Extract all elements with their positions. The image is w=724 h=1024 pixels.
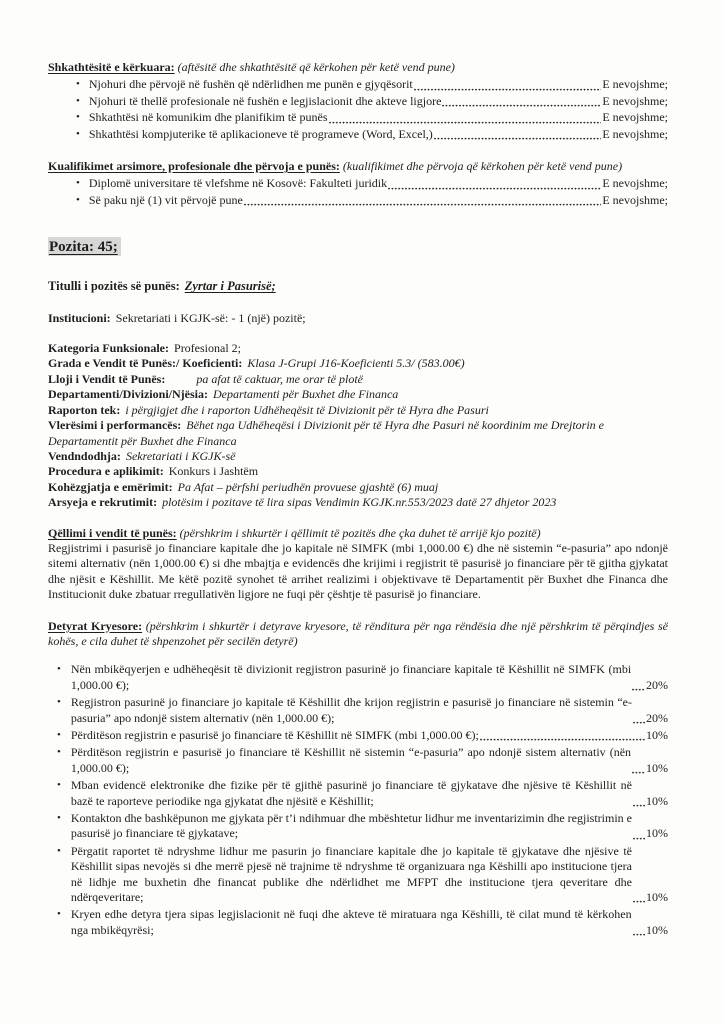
field-value: pa afat të caktuar, me orar të plotë bbox=[196, 371, 363, 386]
skill-value: E nevojshme; bbox=[602, 126, 668, 141]
bullet-icon: • bbox=[57, 729, 61, 741]
duties-heading-note: (përshkrim i shkurtër i detyrave kryesore, të rënditura për nga rëndësia dhe një përshkrim të përqindjes së kohës, e cila duhet të shpenzohet për secilën detyrë) bbox=[48, 618, 669, 648]
bullet-icon: • bbox=[76, 94, 80, 107]
bullet-icon: • bbox=[76, 78, 80, 91]
duty-percentage: 10% bbox=[646, 826, 668, 841]
dot-leader bbox=[480, 737, 645, 741]
field-value: Departamenti për Buxhet dhe Financa bbox=[212, 387, 399, 402]
dot-leader bbox=[632, 770, 645, 774]
dot-leader bbox=[633, 836, 645, 840]
field-label: Departamenti/Divizioni/Njësia: bbox=[48, 387, 208, 402]
qualification-value: E nevojshme; bbox=[602, 176, 668, 191]
duty-percentage: 10% bbox=[646, 728, 668, 742]
field-value: Pa Afat – përfshi periudhën provuese gjashtë (6) muaj bbox=[177, 479, 439, 494]
purpose-heading-note: (përshkrim i shkurtër i qëllimit të pozitës dhe çka duhet të arrijë kjo pozitë) bbox=[179, 525, 541, 540]
skills-heading-line bbox=[48, 60, 668, 75]
field-value: Profesional 2; bbox=[174, 341, 242, 356]
bullet-icon: • bbox=[57, 908, 61, 921]
duty-item bbox=[48, 778, 668, 809]
purpose-heading: Qëllimi i vendit të punës: bbox=[48, 525, 177, 540]
purpose-body: Regjistrimi i pasurisë jo financiare kapitale dhe jo kapitale në SIMFK (mbi 1,000.00 €) dhe në sistemin “e-pasuria” apo ndonjë sitemi alternativ (nën 1,000.00 €) si dhe mbajtja e evidencës dhe krijimi i regjistrit të pasurisë jo financiare për të gjitha gjykatat dhe njësit e Këshillit. Me këtë pozitë synohet të arrihet realizimi i objektivave të Departamentit për Buxhet dhe Financa dhe Institucionit duke zbatuar rregullativën ligjore ne fuqi për çështje të pasurisë jo financiare. bbox=[48, 540, 668, 602]
duty-percentage: 10% bbox=[646, 922, 668, 937]
field-label: Vendndodhja: bbox=[48, 448, 121, 463]
section-skills bbox=[48, 60, 668, 142]
bullet-icon: • bbox=[76, 111, 80, 124]
skill-text: Njohuri të thellë profesionale në fushën e legjislacionit dhe akteve ligjore bbox=[88, 93, 442, 108]
qualifications-heading: Kualifikimet arsimore, profesionale dhe përvoja e punës: bbox=[48, 159, 340, 174]
bullet-icon: • bbox=[57, 844, 61, 857]
field-value: i përgjigjet dhe i raporton Udhëheqësit të Divizionit për të Hyra dhe Pasuri bbox=[125, 402, 489, 417]
qualifications-list bbox=[48, 176, 668, 208]
field-value: plotësim i pozitave të lira sipas Vendimin KGJK.nr.553/2023 datë 27 dhjetor 2023 bbox=[162, 495, 557, 510]
field-label: Raporton tek: bbox=[48, 402, 121, 417]
skill-item bbox=[48, 77, 668, 92]
dot-leader bbox=[388, 186, 601, 190]
dot-leader bbox=[434, 136, 602, 140]
field-row bbox=[48, 449, 668, 464]
duty-text: Përditëson regjistrin e pasurisë jo financiare të Këshillit në SIMFK (mbi 1,000.00 €); bbox=[70, 728, 479, 742]
skill-item bbox=[48, 127, 668, 142]
bullet-icon: • bbox=[57, 696, 61, 709]
duty-text: Nën mbikëqyerjen e udhëheqësit të divizionit regjistron pasurinë jo financiare kapitale të Këshillit në SIMFK (mbi 1,000.00 €); bbox=[70, 662, 632, 692]
field-row bbox=[48, 418, 668, 449]
field-value: Konkurs i Jashtëm bbox=[168, 464, 259, 479]
duty-percentage: 20% bbox=[646, 710, 668, 725]
field-row bbox=[48, 464, 668, 479]
section-duties bbox=[48, 619, 668, 939]
field-value: Bëhet nga Udhëheqësi i Divizionit për të Hyra dhe Pasuri në koordinim me Drejtorin e Departamentit për Buxhet dhe Financa bbox=[48, 418, 604, 448]
field-label: Procedura e aplikimit: bbox=[48, 464, 164, 479]
position-details bbox=[48, 341, 668, 510]
duty-text: Përditëson regjistrin e pasurisë jo financiare të Këshillit në sistemin “e-pasuria” apo ndonjë sistem alternativ (nën 1,000.00 €); bbox=[70, 745, 632, 775]
institution-value: Sekretariati i KGJK-së: - 1 (një) pozitë; bbox=[115, 310, 306, 325]
position-title-row bbox=[48, 279, 668, 294]
position-number-heading: Pozita: 45; bbox=[48, 237, 121, 256]
dot-leader bbox=[633, 899, 645, 903]
duty-text: Përgatit raportet të ndryshme lidhur me pasurin jo financiare kapitale dhe jo kapitale të gjykatave dhe njësive të Këshillit sipas nevojës si dhe merrë pjesë në trajnime të ndryshme të organizuara nga Këshilli apo institucione tjera në lidhje me buxhetin dhe financat publike dhe ndërlidhet me MFPT dhe institucione tjera qeveritare dhe ndërqeveritare; bbox=[70, 843, 632, 905]
field-label: Vlerësimi i performancës: bbox=[48, 418, 182, 433]
skills-heading: Shkathtësitë e kërkuara: bbox=[48, 60, 175, 74]
duty-item bbox=[48, 662, 668, 693]
field-row bbox=[48, 356, 668, 371]
dot-leader bbox=[329, 120, 602, 124]
qualification-value: E nevojshme; bbox=[602, 192, 668, 207]
duty-item bbox=[48, 745, 668, 776]
bullet-icon: • bbox=[57, 779, 61, 792]
skill-text: Shkathtësi kompjuterike të aplikacioneve të programeve (Word, Excel,) bbox=[88, 126, 433, 141]
duty-percentage: 10% bbox=[646, 793, 668, 808]
institution-label: Institucioni: bbox=[48, 310, 111, 325]
position-title-value: Zyrtar i Pasurisë; bbox=[184, 279, 276, 294]
field-label: Arsyeja e rekrutimit: bbox=[48, 495, 158, 510]
field-row bbox=[48, 495, 668, 510]
bullet-icon: • bbox=[76, 127, 80, 140]
duty-text: Regjistron pasurinë jo financiare jo kapitale të Këshillit dhe krijon regjistrin e pasurisë jo financiare në sistemin “e-pasuria” apo ndonjë sistem alternativ (nën 1,000.00 €); bbox=[70, 695, 632, 725]
field-row bbox=[48, 387, 668, 402]
field-label: Lloji i Vendit të Punës: bbox=[48, 371, 166, 386]
skill-item bbox=[48, 110, 668, 125]
bullet-icon: • bbox=[76, 193, 80, 206]
duty-text: Kryen edhe detyra tjera sipas legjislacionit në fuqi dhe akteve të miratuara nga Këshilli, të cilat mund të kërkohen nga mbikëqyrësi; bbox=[70, 907, 632, 937]
skills-heading-note: (aftësitë dhe shkathtësitë që kërkohen për ketë vend pune) bbox=[177, 60, 455, 74]
qualification-item bbox=[48, 176, 668, 191]
duty-percentage: 20% bbox=[646, 677, 668, 692]
qualification-text: Diplomë universitare të vlefshme në Kosovë: Fakulteti juridik bbox=[88, 176, 388, 191]
skill-text: Shkathtësi në komunikim dhe planifikim të punës bbox=[88, 110, 328, 125]
dot-leader bbox=[633, 932, 645, 936]
skills-list bbox=[48, 77, 668, 142]
dot-leader bbox=[633, 720, 645, 724]
position-number-wrap bbox=[48, 237, 668, 256]
bullet-icon: • bbox=[57, 663, 61, 676]
bullet-icon: • bbox=[57, 812, 61, 825]
field-row bbox=[48, 341, 668, 356]
dot-leader bbox=[632, 687, 645, 691]
skill-value: E nevojshme; bbox=[602, 77, 668, 92]
field-label: Kohëzgjatja e emërimit: bbox=[48, 479, 173, 494]
duty-text: Kontakton dhe bashkëpunon me gjykata për t’i ndihmuar dhe mbështetur lidhur me inventarizimin dhe regjistrimin e pasurisë jo financiare të gjykatave; bbox=[70, 811, 632, 841]
duty-item bbox=[48, 811, 668, 842]
field-row bbox=[48, 372, 668, 387]
dot-leader bbox=[633, 803, 645, 807]
duty-text: Mban evidencë elektronike dhe fizike për të gjithë pasurinë jo financiare të gjykatave dhe njësive të Këshillit në bazë te raporteve periodike nga gjykatat dhe njësitë e Këshillit; bbox=[70, 778, 632, 808]
duties-heading-line bbox=[48, 619, 668, 650]
field-label: Kategoria Funksionale: bbox=[48, 341, 170, 356]
duty-item bbox=[48, 695, 668, 726]
bullet-icon: • bbox=[57, 746, 61, 759]
duty-percentage: 10% bbox=[646, 890, 668, 905]
institution-row bbox=[48, 311, 668, 326]
position-title-label: Titulli i pozitës së punës: bbox=[48, 279, 180, 294]
field-value: Klasa J-Grupi J16-Koeficienti 5.3/ (583.00€) bbox=[247, 356, 465, 371]
duty-item bbox=[48, 728, 668, 743]
bullet-icon: • bbox=[76, 177, 80, 190]
field-row bbox=[48, 480, 668, 495]
skill-text: Njohuri dhe përvojë në fushën që ndërlidhen me punën e gjyqësorit bbox=[88, 77, 413, 92]
qualification-item bbox=[48, 193, 668, 208]
field-label: Grada e Vendit të Punës:/ Koeficienti: bbox=[48, 356, 243, 371]
purpose-heading-line bbox=[48, 526, 668, 541]
skill-value: E nevojshme; bbox=[602, 93, 668, 108]
skill-value: E nevojshme; bbox=[602, 110, 668, 125]
duty-percentage: 10% bbox=[646, 760, 668, 775]
field-value: Sekretariati i KGJK-së bbox=[125, 448, 236, 463]
qualifications-heading-line bbox=[48, 159, 668, 174]
qualification-text: Së paku një (1) vit përvojë pune bbox=[88, 192, 243, 207]
duty-item bbox=[48, 907, 668, 938]
duties-list bbox=[48, 662, 668, 938]
field-row bbox=[48, 403, 668, 418]
section-purpose bbox=[48, 526, 668, 603]
section-qualifications bbox=[48, 159, 668, 208]
dot-leader bbox=[414, 87, 602, 91]
qualifications-heading-note: (kualifikimet dhe përvoja që kërkohen për ketë vend pune) bbox=[342, 159, 623, 174]
skill-item bbox=[48, 94, 668, 109]
duties-heading: Detyrat Kryesore: bbox=[48, 618, 143, 633]
dot-leader bbox=[442, 103, 601, 107]
duty-item bbox=[48, 844, 668, 906]
dot-leader bbox=[244, 202, 602, 206]
